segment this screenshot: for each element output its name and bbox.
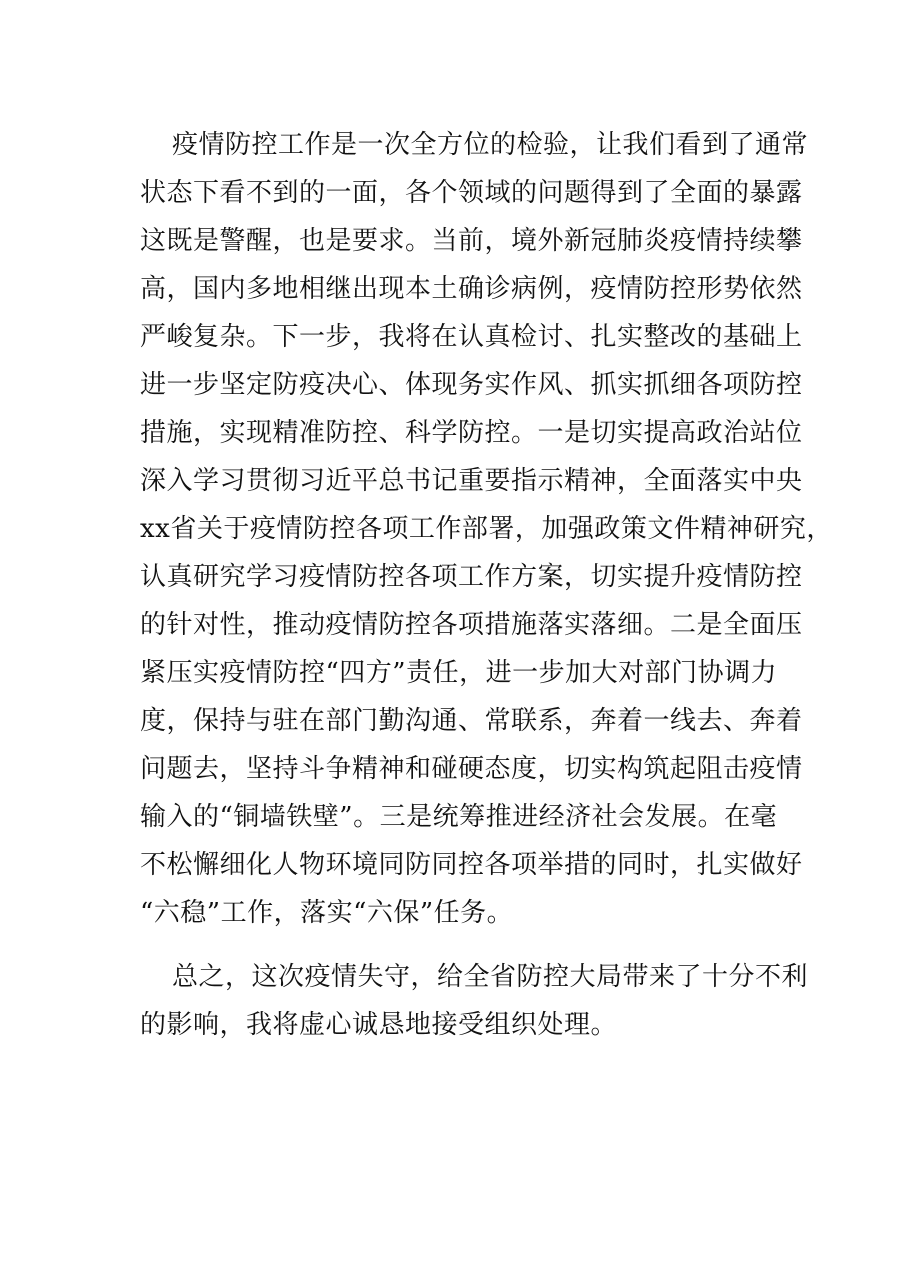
paragraph-line: 度，保持与驻在部门勤沟通、常联系，奔着一线去、奔着	[140, 706, 803, 736]
paragraph-line: 问题去，坚持斗争精神和碰硬态度，切实构筑起阻击疫情	[140, 754, 803, 784]
paragraph-line: 疫情防控工作是一次全方位的检验，让我们看到了通常	[172, 130, 809, 160]
paragraph-spacer	[140, 937, 800, 953]
paragraph-line: 高，国内多地相继出现本土确诊病例，疫情防控形势依然	[140, 274, 803, 304]
paragraph-1	[140, 121, 833, 937]
paragraph-line: 这既是警醒，也是要求。当前，境外新冠肺炎疫情持续攀	[140, 226, 803, 256]
paragraph-line: 输入的“铜墙铁壁”。三是统筹推进经济社会发展。在毫	[140, 802, 778, 832]
paragraph-line: 认真研究学习疫情防控各项工作方案，切实提升疫情防控	[140, 562, 803, 592]
document-body	[140, 121, 833, 1049]
paragraph-line: 深入学习贯彻习近平总书记重要指示精神，全面落实中央	[140, 466, 803, 496]
paragraph-line: xx省关于疫情防控各项工作部署，加强政策文件精神研究，	[140, 514, 833, 544]
paragraph-line: 措施，实现精准防控、科学防控。一是切实提高政治站位	[140, 418, 803, 448]
paragraph-line: 的影响，我将虚心诚恳地接受组织处理。	[140, 1010, 618, 1040]
paragraph-line: 严峻复杂。下一步，我将在认真检讨、扎实整改的基础上	[140, 322, 803, 352]
paragraph-line: “六稳”工作，落实“六保”任务。	[140, 898, 514, 928]
paragraph-line: 紧压实疫情防控“四方”责任，进一步加大对部门协调力	[140, 658, 778, 688]
paragraph-line: 总之，这次疫情失守，给全省防控大局带来了十分不利	[172, 962, 809, 992]
paragraph-line: 不松懈细化人物环境同防同控各项举措的同时，扎实做好	[140, 850, 803, 880]
paragraph-2	[140, 953, 809, 1049]
paragraph-line: 的针对性，推动疫情防控各项措施落实落细。二是全面压	[140, 610, 803, 640]
paragraph-line: 进一步坚定防疫决心、体现务实作风、抓实抓细各项防控	[140, 370, 803, 400]
paragraph-line: 状态下看不到的一面，各个领域的问题得到了全面的暴露	[140, 178, 803, 208]
